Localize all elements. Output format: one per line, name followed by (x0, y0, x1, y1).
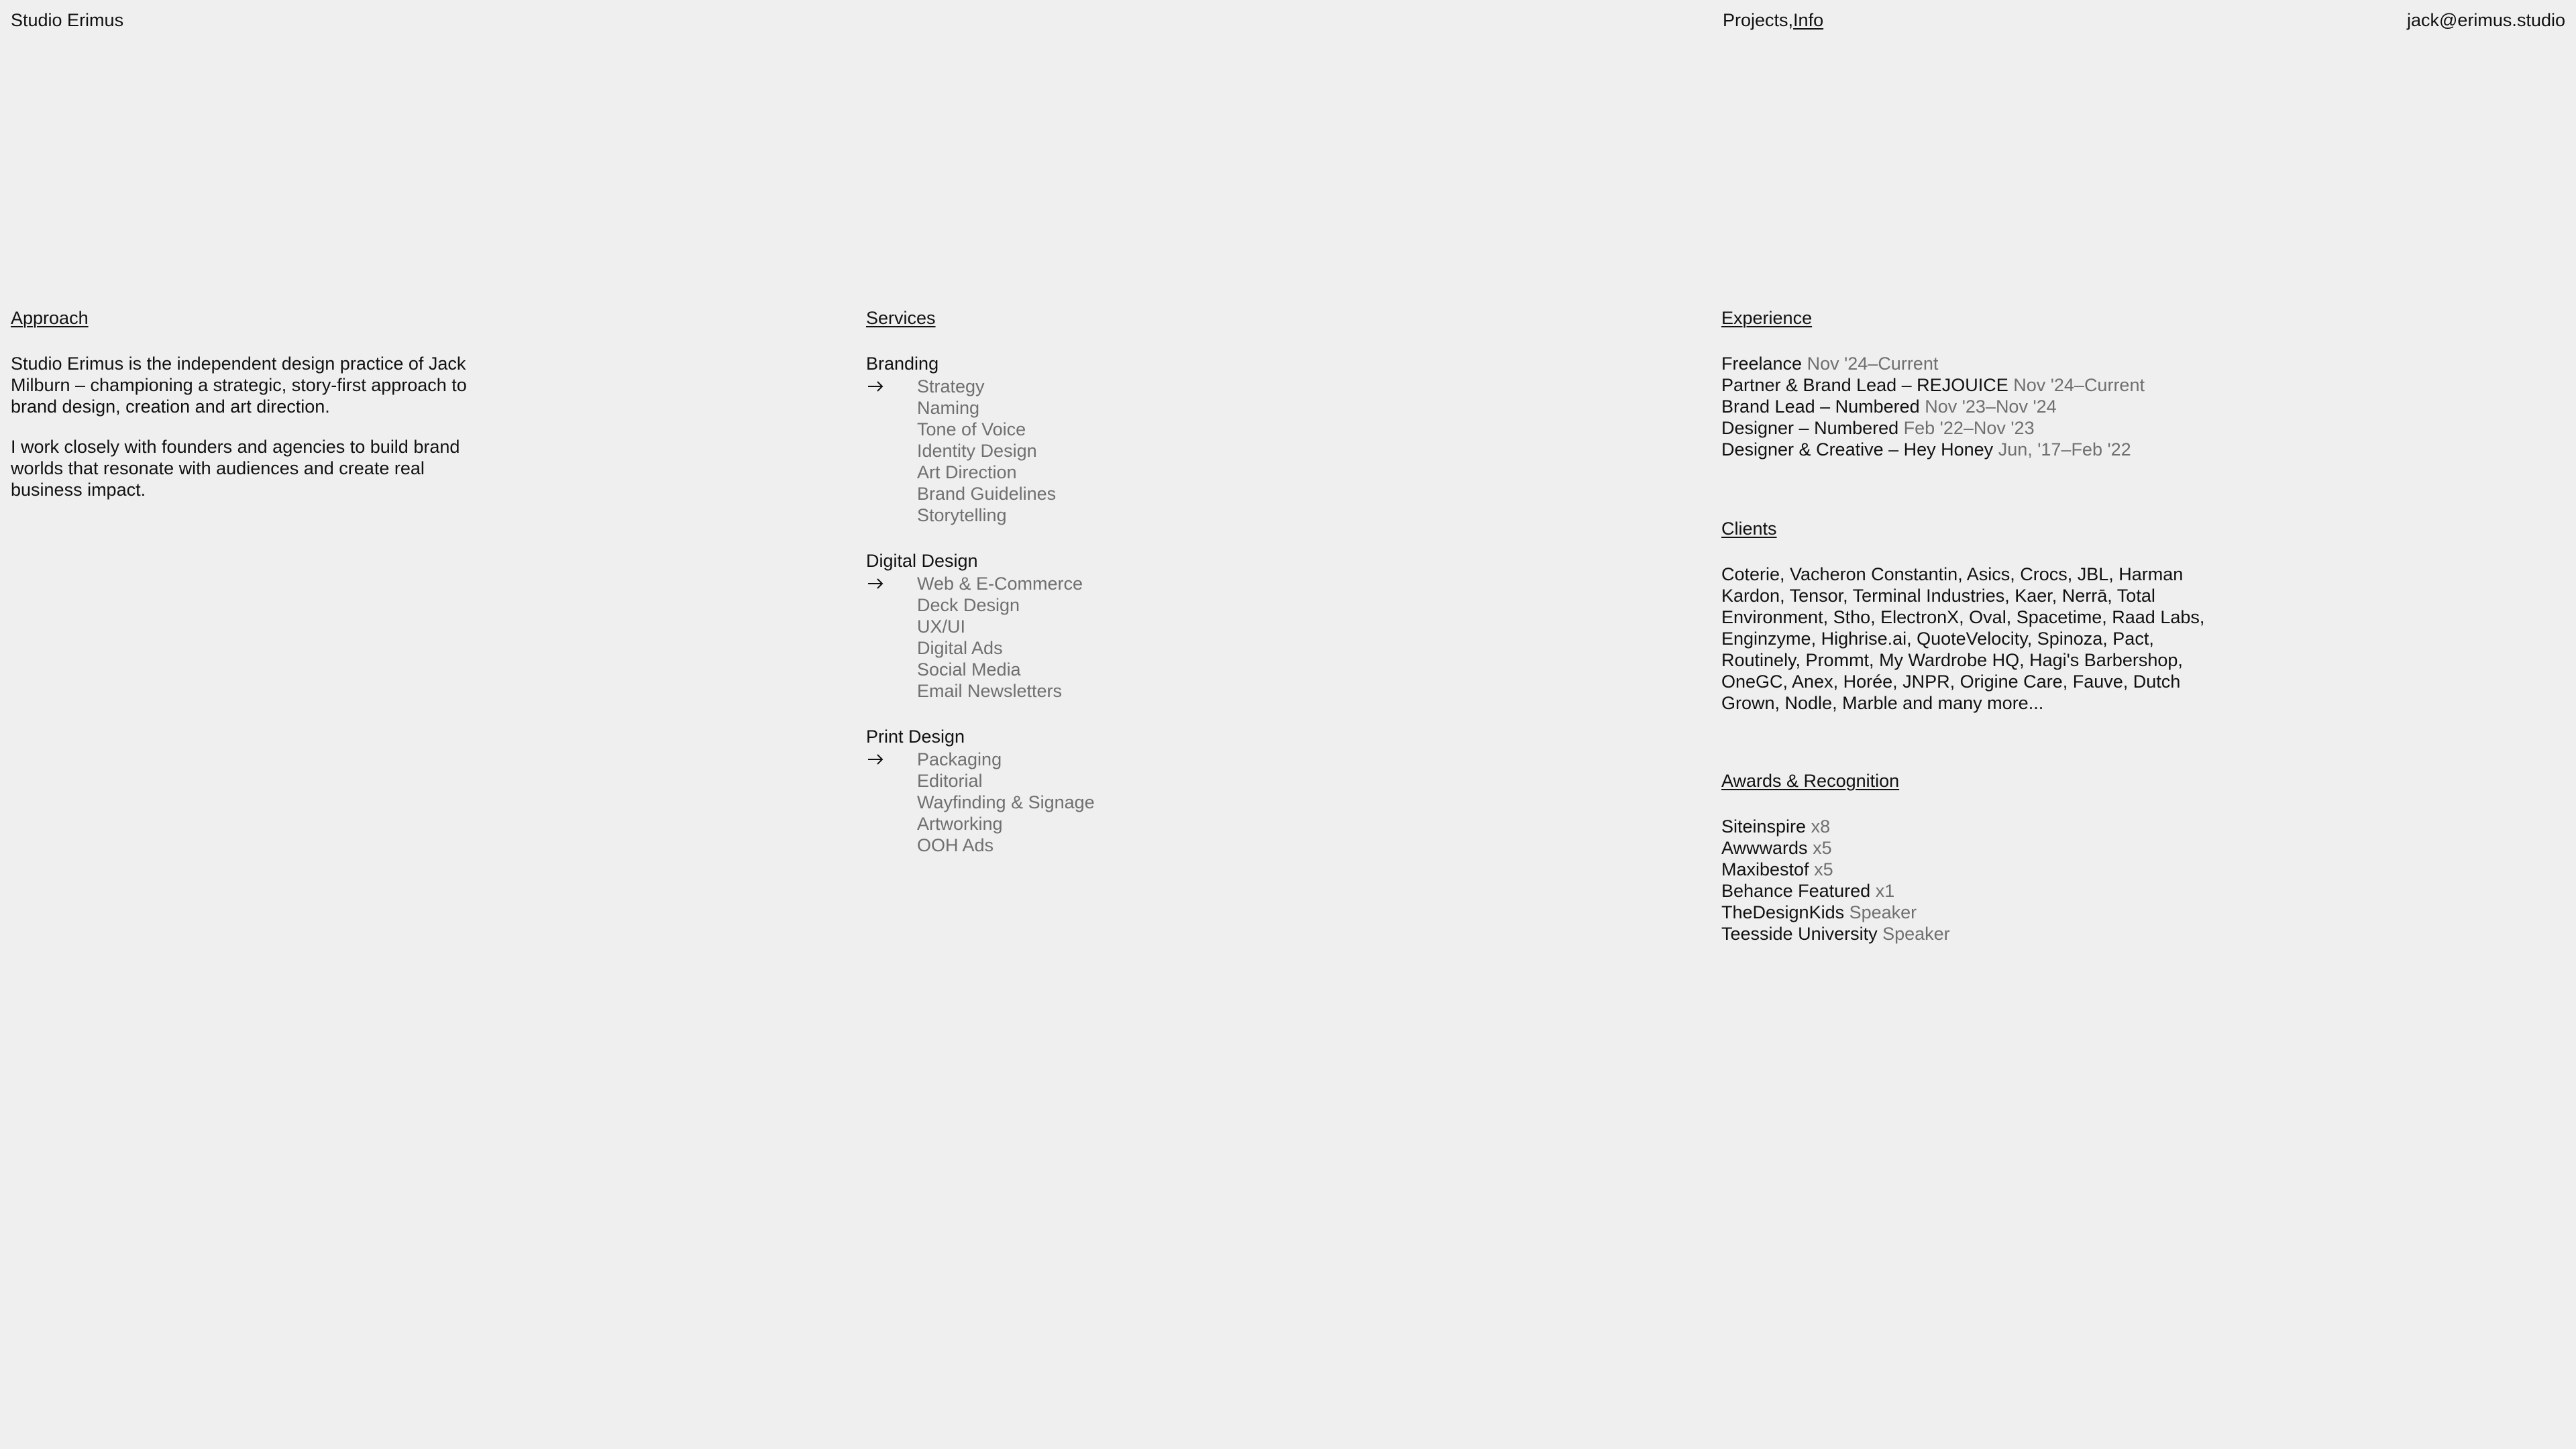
service-group-digital-design (866, 550, 1470, 702)
award-item (1721, 859, 2231, 880)
award-item (1721, 837, 2231, 859)
services-title: Services (866, 308, 936, 328)
experience-list (1721, 353, 2231, 460)
experience-role: Brand Lead – Numbered (1721, 396, 1920, 417)
service-item: Artworking (917, 814, 1003, 834)
awards-list (1721, 816, 2231, 945)
info-right-column (1721, 307, 2231, 945)
approach-paragraph-2: I work closely with founders and agencies to build brand worlds that resonate with audiences and create real business impact. (11, 437, 460, 500)
clients-section (1721, 518, 2231, 714)
experience-role: Designer – Numbered (1721, 418, 1899, 438)
experience-item (1721, 417, 2231, 439)
service-list (866, 749, 1470, 856)
service-list (866, 376, 1470, 526)
arrow-right-icon (866, 376, 886, 397)
service-item: Art Direction (917, 462, 1017, 482)
awards-section (1721, 770, 2231, 945)
nav-projects[interactable]: Projects, (1723, 10, 1794, 30)
experience-item (1721, 374, 2231, 396)
award-detail: Speaker (1849, 902, 1917, 922)
main-nav (1723, 9, 1823, 31)
award-item (1721, 923, 2231, 945)
arrow-right-icon (866, 749, 886, 770)
award-name: Maxibestof (1721, 859, 1809, 879)
service-item: Brand Guidelines (917, 484, 1057, 504)
experience-item (1721, 439, 2231, 460)
experience-role: Partner & Brand Lead – REJOUICE (1721, 375, 2008, 395)
award-detail: x1 (1875, 881, 1895, 901)
service-item: Editorial (917, 771, 983, 791)
brand-link[interactable]: Studio Erimus (11, 10, 124, 30)
experience-title: Experience (1721, 308, 1813, 328)
award-detail: x5 (1813, 838, 1832, 858)
service-group-heading: Print Design (866, 727, 965, 747)
award-name: Behance Featured (1721, 881, 1871, 901)
service-item: Packaging (917, 749, 1002, 769)
service-item: Wayfinding & Signage (917, 792, 1095, 812)
award-detail: x5 (1814, 859, 1833, 879)
experience-period: Jun, '17–Feb '22 (1998, 439, 2131, 460)
service-item: Storytelling (917, 505, 1007, 525)
service-group-branding (866, 353, 1470, 526)
award-item (1721, 880, 2231, 902)
award-detail: x8 (1811, 816, 1831, 837)
email-link[interactable]: jack@erimus.studio (2407, 10, 2565, 30)
site-header (11, 9, 2565, 32)
award-name: Teesside University (1721, 924, 1878, 944)
award-name: TheDesignKids (1721, 902, 1845, 922)
experience-role: Designer & Creative – Hey Honey (1721, 439, 1994, 460)
award-item (1721, 902, 2231, 923)
experience-period: Feb '22–Nov '23 (1903, 418, 2035, 438)
service-item: Email Newsletters (917, 681, 1063, 701)
clients-list: Coterie, Vacheron Constantin, Asics, Crocs, JBL, Harman Kardon, Tensor, Terminal Industries, Kaer, Nerrā, Total Environment, Stho, ElectronX, Oval, Spacetime, Raad Labs, Enginzyme, Highrise.ai, QuoteVelocity, Spinoza, Pact, Routinely, Prommt, My Wardrobe HQ, Hagi's Barbershop, OneGC, Anex, Horée, JNPR, Origine Care, Fauve, Dutch Grown, Nodle, Marble and many more... (1721, 564, 2205, 713)
service-item: Social Media (917, 659, 1021, 680)
service-group-print-design (866, 726, 1470, 856)
award-detail: Speaker (1882, 924, 1950, 944)
service-group-heading: Branding (866, 354, 939, 374)
approach-section (11, 307, 480, 500)
services-section (866, 307, 1470, 856)
experience-period: Nov '24–Current (2013, 375, 2145, 395)
awards-title: Awards & Recognition (1721, 771, 1900, 791)
experience-role: Freelance (1721, 354, 1803, 374)
experience-period: Nov '23–Nov '24 (1925, 396, 2057, 417)
service-list (866, 573, 1470, 702)
service-item: OOH Ads (917, 835, 994, 855)
award-name: Siteinspire (1721, 816, 1807, 837)
service-item: Naming (917, 398, 980, 418)
service-item: Strategy (917, 376, 985, 396)
experience-item (1721, 396, 2231, 417)
service-item: Identity Design (917, 441, 1037, 461)
approach-paragraph-1: Studio Erimus is the independent design practice of Jack Milburn – championing a strategic, story-first approach to brand design, creation and art direction. (11, 354, 467, 417)
service-group-heading: Digital Design (866, 551, 978, 571)
award-item (1721, 816, 2231, 837)
arrow-right-icon (866, 573, 886, 594)
experience-section (1721, 307, 2231, 460)
approach-title: Approach (11, 308, 89, 328)
service-item: Tone of Voice (917, 419, 1026, 439)
nav-info[interactable]: Info (1793, 10, 1824, 30)
experience-period: Nov '24–Current (1807, 354, 1939, 374)
experience-item (1721, 353, 2231, 374)
service-item: Deck Design (917, 595, 1020, 615)
service-item: UX/UI (917, 616, 966, 637)
clients-title: Clients (1721, 519, 1777, 539)
service-item: Digital Ads (917, 638, 1003, 658)
service-item: Web & E-Commerce (917, 574, 1083, 594)
award-name: Awwwards (1721, 838, 1808, 858)
